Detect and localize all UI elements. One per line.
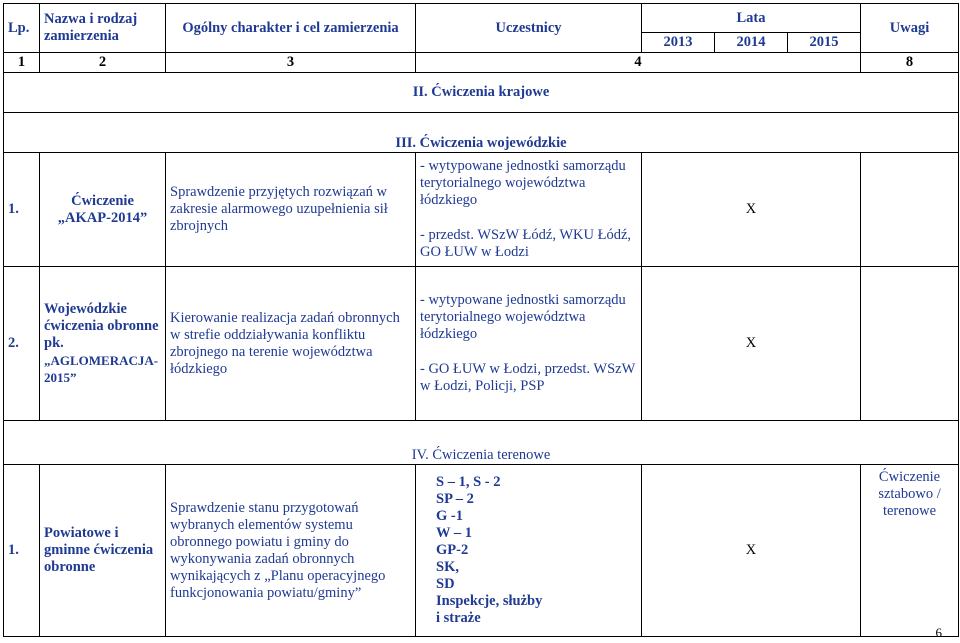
row-name [40, 267, 166, 421]
header-lp: Lp. [4, 4, 40, 53]
col-number-4: 4 [416, 53, 861, 73]
row-character: Sprawdzenie stanu przygotowań wybranych elementów systemu obronnego powiatu i gminy do wykonywania zadań obronnych wynikających z „Planu operacyjnego funkcjonowania powiatu/gminy” [166, 465, 416, 637]
participant-line: Inspekcje, służby [436, 593, 543, 609]
row-participants-a: - wytypowane jednostki samorządu terytorialnego województwa łódzkiego [420, 158, 626, 208]
header-year-2013: 2013 [642, 33, 715, 53]
row-participants-a: - wytypowane jednostki samorządu terytorialnego województwa łódzkiego [420, 292, 626, 342]
header-years-label: Lata [642, 4, 861, 33]
participant-line: W – 1 [436, 525, 472, 541]
row-remarks [861, 153, 959, 267]
row-participants-b: - GO ŁUW w Łodzi, przedst. WSzW w Łodzi, Policji, PSP [420, 361, 636, 394]
row-participants-b: - przedst. WSzW Łódź, WKU Łódź, GO ŁUW w Łodzi [420, 227, 632, 260]
row-name-line1: Ćwiczenie [71, 192, 134, 209]
row-year-mark: X [642, 465, 861, 637]
col-number-2: 2 [40, 53, 166, 73]
row-participants [416, 267, 642, 421]
section-national: II. Ćwiczenia krajowe [4, 73, 959, 113]
participant-line: S – 1, S - 2 [436, 474, 501, 490]
row-remarks [861, 267, 959, 421]
header-year-2014: 2014 [715, 33, 788, 53]
header-year-2015: 2015 [788, 33, 861, 53]
participant-line: i straże [436, 610, 481, 626]
participant-line: GP-2 [436, 542, 469, 558]
col-number-3: 3 [166, 53, 416, 73]
table-row [4, 267, 959, 421]
page-number: 6 [935, 625, 942, 640]
row-name-line2: „AGLOMERACJA-2015” [44, 353, 159, 385]
row-name [40, 153, 166, 267]
row-remarks: Ćwiczenie sztabowo / terenowe [861, 465, 959, 637]
header-name: Nazwa i rodzaj zamierzenia [40, 4, 166, 53]
row-participants [416, 153, 642, 267]
section-field: IV. Ćwiczenia terenowe [4, 421, 959, 465]
header-participants: Uczestnicy [416, 4, 642, 53]
row-lp: 1. [4, 153, 40, 267]
participant-line: SD [436, 576, 455, 592]
row-character: Sprawdzenie przyjętych rozwiązań w zakresie alarmowego uzupełnienia sił zbrojnych [166, 153, 416, 267]
section-provincial: III. Ćwiczenia wojewódzkie [4, 113, 959, 153]
row-character: Kierowanie realizacja zadań obronnych w strefie oddziaływania konfliktu zbrojnego na terenie województwa łódzkiego [166, 267, 416, 421]
header-character: Ogólny charakter i cel zamierzenia [166, 4, 416, 53]
row-year-mark: X [642, 153, 861, 267]
col-number-1: 1 [4, 53, 40, 73]
participant-line: SP – 2 [436, 491, 474, 507]
row-year-mark: X [642, 267, 861, 421]
participant-line: SK, [436, 559, 459, 575]
row-participants [416, 465, 642, 637]
row-name: Powiatowe i gminne ćwiczenia obronne [40, 465, 166, 637]
exercise-plan-table [3, 3, 959, 637]
col-number-8: 8 [861, 53, 959, 73]
row-name-line2: „AKAP-2014” [57, 209, 148, 226]
row-lp: 1. [4, 465, 40, 637]
table-row [4, 153, 959, 267]
table-row [4, 465, 959, 637]
row-name-line1: Wojewódzkie ćwiczenia obronne pk. [44, 301, 159, 351]
participant-line: G -1 [436, 508, 463, 524]
row-lp: 2. [4, 267, 40, 421]
header-remarks: Uwagi [861, 4, 959, 53]
